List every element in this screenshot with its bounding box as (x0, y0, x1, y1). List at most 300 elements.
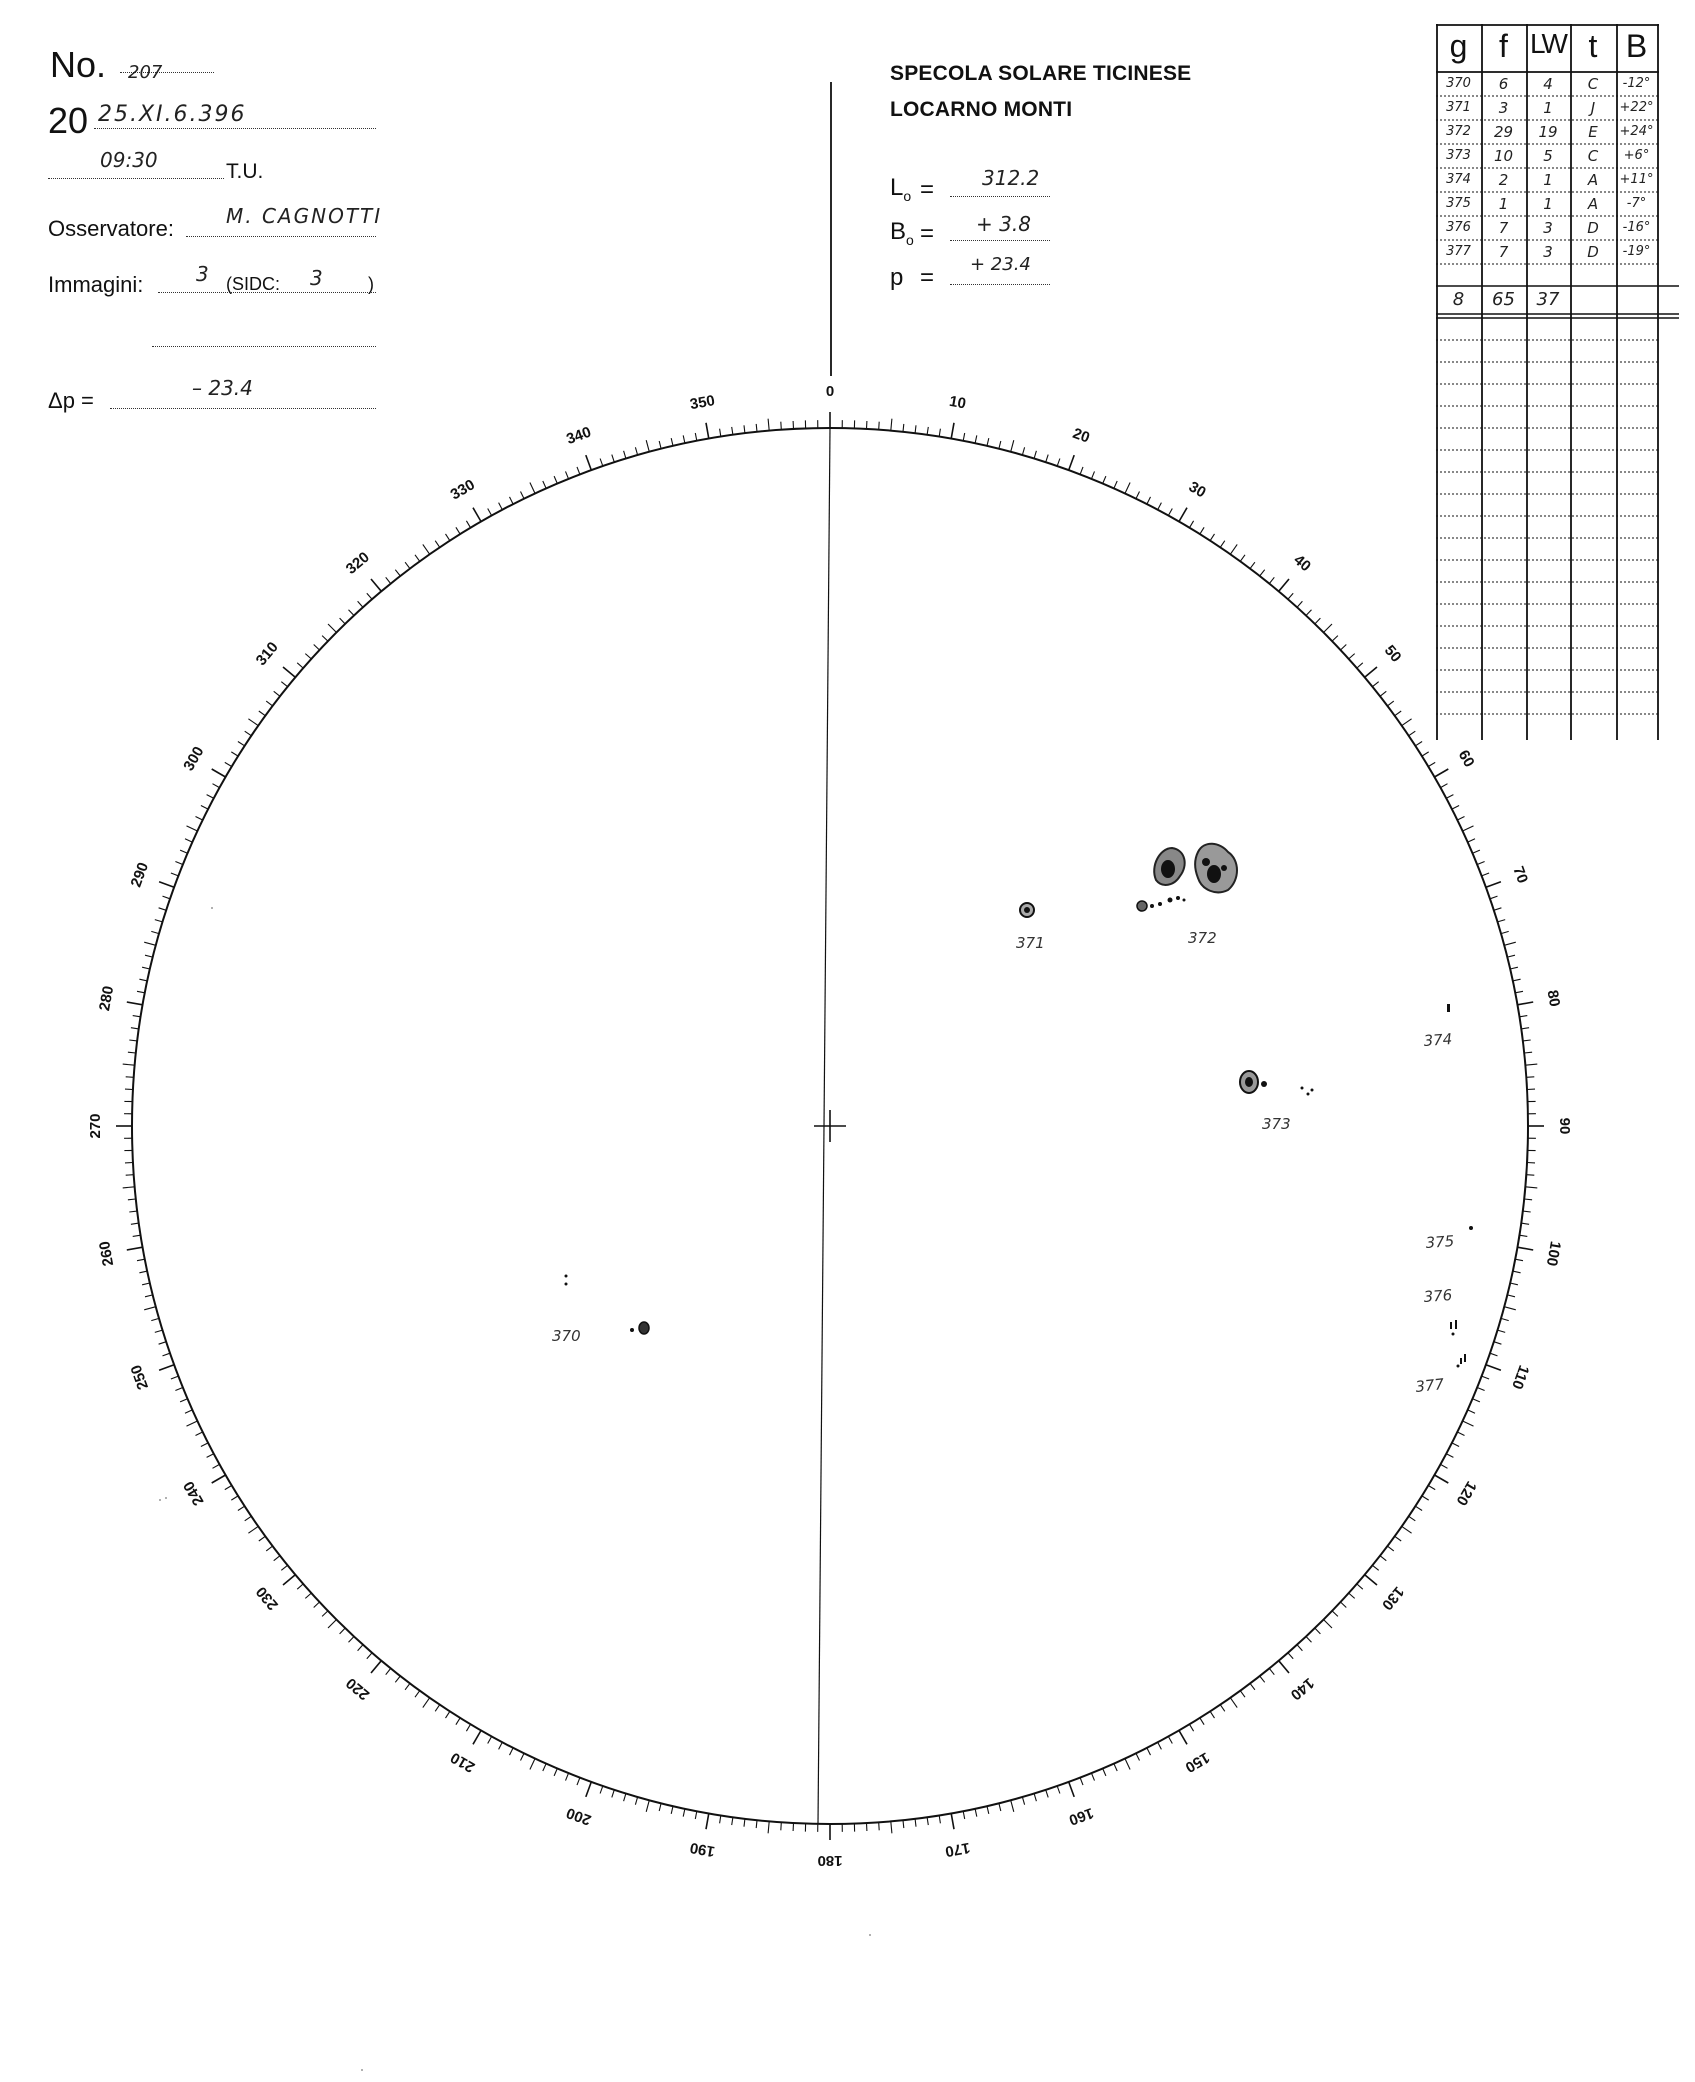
degree-tick (1240, 1691, 1245, 1698)
table-header-b: B (1625, 28, 1648, 64)
degree-tick (975, 1809, 977, 1817)
degree-tick (151, 1318, 159, 1320)
degree-tick (435, 1705, 440, 1712)
degree-tick (1158, 503, 1162, 510)
degree-tick (1011, 1800, 1014, 1812)
table-cell[interactable]: 29 (1493, 123, 1514, 141)
degree-tick (395, 1676, 400, 1682)
degree-tick (1022, 447, 1024, 455)
images-value[interactable]: 3 (196, 262, 209, 286)
degree-tick (139, 1271, 147, 1273)
degree-tick (159, 908, 167, 911)
table-total-cell[interactable]: 8 (1452, 289, 1465, 310)
degree-tick (131, 1223, 139, 1224)
umbra-371 (1024, 907, 1030, 913)
spot-370-a (639, 1322, 649, 1334)
spot-372-e (1137, 901, 1147, 911)
degree-tick (1210, 534, 1214, 541)
degree-tick (1114, 1764, 1117, 1771)
degree-tick (213, 784, 220, 788)
degree-tick (1080, 1778, 1083, 1786)
table-cell[interactable]: 6 (1498, 75, 1509, 93)
degree-tick (231, 752, 238, 756)
spot-377-b (1464, 1354, 1466, 1362)
degree-tick (1315, 618, 1321, 624)
degree-tick (1490, 896, 1498, 899)
degree-tick (1372, 1565, 1378, 1570)
degree-tick (435, 541, 440, 548)
sunspot-summary-table (1436, 24, 1679, 740)
degree-tick (671, 438, 673, 446)
table-cell[interactable]: 7 (1498, 219, 1509, 237)
degree-tick (207, 795, 214, 799)
degree-tick (768, 419, 769, 431)
table-cell[interactable]: A (1587, 171, 1599, 189)
sidc-value[interactable]: 3 (310, 266, 323, 290)
spot-372-h (1168, 898, 1173, 903)
spot-376-b (1455, 1320, 1457, 1329)
time-value[interactable]: 09:30 (100, 148, 158, 172)
table-cell[interactable]: 377 (1446, 244, 1471, 259)
degree-label-260: 260 (96, 1239, 118, 1268)
degree-tick (521, 1753, 525, 1760)
degree-label-320: 320 (342, 548, 373, 578)
degree-tick (554, 1769, 557, 1776)
degree-tick (975, 435, 977, 443)
degree-tick (129, 1211, 137, 1212)
degree-tick (720, 1815, 721, 1823)
degree-tick (1332, 1611, 1338, 1617)
p-label: p (890, 264, 904, 291)
umbra-372-b (1207, 865, 1221, 883)
degree-tick (1306, 1637, 1312, 1643)
degree-tick (196, 1432, 203, 1436)
degree-tick (314, 1602, 320, 1608)
table-cell[interactable]: 372 (1446, 124, 1471, 139)
spot-376-a (1450, 1322, 1452, 1329)
group-labels (552, 929, 1455, 1396)
degree-tick (1507, 955, 1515, 957)
table-cell[interactable]: 3 (1498, 99, 1509, 117)
table-cell[interactable]: 370 (1446, 76, 1471, 91)
degree-tick (159, 1365, 174, 1371)
degree-tick (1515, 1259, 1523, 1261)
degree-tick (201, 1443, 208, 1447)
degree-tick (1230, 1698, 1237, 1708)
degree-tick (1513, 979, 1521, 981)
degree-tick (367, 1653, 372, 1659)
degree-tick (1494, 908, 1502, 911)
observer-label: Osservatore: (48, 216, 174, 241)
degree-tick (1523, 1040, 1531, 1041)
degree-tick (903, 1820, 904, 1828)
spot-375 (1469, 1226, 1473, 1230)
degree-tick (1315, 1628, 1321, 1634)
degree-tick (446, 1711, 450, 1718)
degree-tick (1022, 1797, 1024, 1805)
degree-tick (1387, 701, 1393, 706)
degree-tick (530, 483, 535, 494)
degree-tick (1279, 1661, 1289, 1673)
group-label-370: 370 (552, 1327, 581, 1345)
degree-tick (137, 991, 145, 993)
table-cell[interactable]: 375 (1446, 196, 1471, 211)
group-label-372: 372 (1188, 929, 1217, 947)
spot-373-b (1261, 1081, 1267, 1087)
table-cell[interactable]: +24° (1619, 124, 1654, 139)
degree-tick (488, 509, 492, 516)
l0-value[interactable]: 312.2 (982, 166, 1040, 190)
degree-tick (1190, 1724, 1194, 1731)
degree-tick (126, 1175, 134, 1176)
table-cell[interactable]: D (1587, 219, 1599, 237)
table-cell[interactable]: -12° (1622, 76, 1651, 91)
degree-tick (1452, 1443, 1459, 1447)
degree-tick (915, 425, 916, 433)
degree-tick (171, 873, 179, 876)
observatory-location: LOCARNO MONTI (890, 98, 1073, 121)
degree-tick (245, 1516, 252, 1521)
spot-372-g (1158, 902, 1162, 906)
degree-tick (238, 742, 245, 746)
degree-tick (659, 1803, 661, 1811)
degree-tick (185, 1410, 192, 1413)
degree-tick (473, 1731, 481, 1745)
table-cell[interactable]: +6° (1623, 148, 1650, 163)
degree-tick (1250, 1683, 1255, 1689)
degree-label-210: 210 (447, 1748, 478, 1776)
table-cell[interactable]: -16° (1622, 220, 1651, 235)
observer-value[interactable]: M. CAGNOTTI (226, 204, 383, 228)
sunspot-groups (565, 844, 1474, 1368)
degree-tick (635, 1797, 637, 1805)
degree-tick (577, 467, 580, 475)
degree-tick (1524, 1052, 1532, 1053)
speck (159, 1499, 161, 1501)
table-cell[interactable]: 7 (1498, 243, 1509, 261)
degree-tick (123, 1064, 135, 1065)
degree-tick (1288, 1653, 1293, 1659)
degree-label-230: 230 (252, 1583, 282, 1614)
b0-value[interactable]: + 3.8 (976, 212, 1031, 236)
degree-tick (706, 423, 709, 439)
degree-tick (1357, 663, 1363, 668)
degree-tick (963, 433, 965, 441)
degree-label-170: 170 (943, 1838, 972, 1860)
degree-tick (1103, 476, 1106, 483)
no-label: No. (50, 44, 107, 85)
degree-tick (683, 1809, 685, 1817)
degree-tick (212, 1475, 226, 1483)
degree-tick (1240, 555, 1245, 562)
degree-label-130: 130 (1378, 1583, 1408, 1614)
degree-tick (259, 1536, 266, 1541)
table-cell[interactable]: 371 (1446, 100, 1471, 115)
degree-tick (1415, 1506, 1422, 1510)
degree-tick (123, 1187, 135, 1188)
degree-tick (1297, 1645, 1302, 1651)
degree-tick (1147, 497, 1151, 504)
degree-tick (1477, 1388, 1484, 1391)
degree-label-40: 40 (1290, 551, 1314, 576)
degree-tick (358, 1645, 363, 1651)
table-total-cell[interactable]: 65 (1492, 289, 1515, 310)
degree-tick (1125, 483, 1130, 494)
degree-tick (1200, 527, 1204, 534)
degree-tick (196, 817, 203, 821)
degree-label-240: 240 (180, 1478, 208, 1509)
degree-tick (1525, 1187, 1537, 1188)
degree-tick (1519, 1016, 1527, 1017)
degree-tick (612, 1790, 615, 1798)
degree-tick (744, 1819, 745, 1827)
degree-tick (695, 1811, 697, 1819)
degree-tick (671, 1806, 673, 1814)
spot-370-d (565, 1283, 568, 1286)
degree-label-250: 250 (127, 1362, 153, 1392)
degree-tick (266, 701, 272, 706)
degree-label-20: 20 (1070, 424, 1092, 447)
sunspot-group-377[interactable] (1457, 1354, 1467, 1368)
degree-tick (137, 1259, 145, 1261)
table-cell[interactable]: D (1587, 243, 1599, 261)
degree-tick (1230, 544, 1237, 554)
degree-tick (1463, 1421, 1474, 1426)
degree-tick (939, 429, 940, 437)
degree-tick (1341, 1602, 1347, 1608)
degree-tick (446, 534, 450, 541)
degree-tick (1260, 1676, 1265, 1682)
degree-tick (1524, 1199, 1532, 1200)
l0-equals: = (920, 176, 935, 203)
sunspot-group-371[interactable] (1020, 903, 1034, 917)
table-cell[interactable]: 374 (1446, 172, 1471, 187)
table-cell[interactable]: 1 (1543, 195, 1553, 213)
degree-tick (155, 920, 163, 922)
degree-tick (499, 1742, 503, 1749)
degree-tick (1521, 1028, 1529, 1029)
sunspot-group-370[interactable] (565, 1275, 650, 1335)
table-cell[interactable]: C (1587, 75, 1599, 93)
degree-tick (720, 429, 721, 437)
degree-tick (1463, 826, 1474, 831)
degree-label-140: 140 (1287, 1674, 1318, 1704)
degree-label-280: 280 (96, 984, 118, 1013)
degree-label-80: 80 (1543, 988, 1564, 1009)
table-header-lw: LW (1530, 28, 1566, 59)
table-header-g: g (1449, 28, 1468, 64)
degree-tick (1446, 1454, 1453, 1458)
degree-tick (600, 1786, 603, 1794)
degree-tick (624, 1794, 626, 1802)
degree-tick (1380, 1556, 1386, 1561)
table-cell[interactable]: 3 (1543, 219, 1553, 237)
table-cell[interactable]: A (1587, 195, 1599, 213)
degree-tick (386, 577, 391, 583)
degree-label-190: 190 (688, 1838, 717, 1860)
degree-tick (142, 967, 150, 969)
date-value[interactable]: 25.XI.6.396 (98, 102, 247, 127)
sunspot-group-375[interactable] (1469, 1226, 1473, 1230)
degree-label-200: 200 (564, 1803, 594, 1829)
dp-label: Δp = (48, 388, 94, 413)
table-total-cell[interactable]: 37 (1536, 289, 1560, 310)
degree-tick (145, 1295, 153, 1297)
degree-tick (127, 1247, 143, 1250)
table-cell[interactable]: 376 (1446, 220, 1471, 235)
degree-tick (171, 1376, 179, 1379)
degree-tick (732, 427, 733, 435)
degree-tick (499, 503, 503, 510)
degree-tick (1457, 1432, 1464, 1436)
table-cell[interactable]: C (1587, 147, 1599, 165)
degree-tick (1409, 1516, 1416, 1521)
degree-tick (129, 1040, 137, 1041)
dp-value[interactable]: – 23.4 (192, 376, 253, 400)
p-value[interactable]: + 23.4 (970, 254, 1031, 275)
degree-label-180: 180 (817, 1852, 843, 1870)
table-cell[interactable]: 1 (1498, 195, 1509, 213)
degree-tick (371, 579, 381, 591)
degree-tick (1473, 850, 1480, 853)
images-label: Immagini: (48, 272, 144, 297)
sunspot-group-376[interactable] (1450, 1320, 1457, 1336)
table-cell[interactable]: J (1590, 99, 1596, 117)
degree-tick (133, 1235, 141, 1236)
degree-label-310: 310 (252, 638, 282, 669)
degree-tick (349, 1637, 355, 1643)
table-cell[interactable]: 2 (1498, 171, 1509, 189)
degree-tick (683, 435, 685, 443)
degree-tick (1372, 682, 1378, 687)
degree-tick (456, 527, 460, 534)
disk-center-cross (814, 1110, 846, 1142)
table-cell[interactable]: +11° (1619, 172, 1654, 187)
degree-tick (1415, 742, 1422, 746)
degree-tick (1517, 1247, 1533, 1250)
no-value[interactable]: 207 (128, 62, 163, 83)
degree-tick (297, 1584, 303, 1589)
degree-tick (756, 424, 757, 432)
b0-label: $B_o$ (890, 218, 914, 248)
sunspot-group-373[interactable] (1240, 1071, 1314, 1096)
degree-tick (225, 1486, 232, 1490)
spot-372-f (1150, 904, 1154, 908)
degree-tick (128, 1199, 136, 1200)
degree-tick (879, 1822, 880, 1830)
degree-tick (1490, 1353, 1498, 1356)
degree-tick (185, 839, 192, 842)
table-cell[interactable]: 1 (1543, 99, 1553, 117)
degree-label-120: 120 (1452, 1478, 1480, 1509)
degree-tick (543, 1764, 546, 1771)
table-cell[interactable]: +22° (1619, 100, 1654, 115)
table-header-t: t (1588, 28, 1598, 64)
degree-label-10: 10 (947, 392, 968, 413)
degree-tick (423, 1698, 430, 1708)
degree-tick (456, 1718, 460, 1725)
degree-label-300: 300 (180, 743, 208, 774)
degree-tick (126, 1077, 134, 1078)
degree-tick (1220, 541, 1225, 548)
degree-tick (1510, 967, 1518, 969)
degree-tick (695, 433, 697, 441)
spot-373-e (1311, 1089, 1314, 1092)
degree-tick (1526, 1077, 1534, 1078)
degree-tick (1441, 1464, 1448, 1468)
degree-tick (405, 562, 410, 568)
speck (869, 1934, 871, 1936)
degree-tick (1069, 455, 1075, 470)
degree-tick (659, 441, 661, 449)
table-cell[interactable]: E (1588, 123, 1598, 141)
table-cell[interactable]: 19 (1538, 123, 1558, 141)
degree-tick (1486, 882, 1501, 888)
degree-tick (213, 1464, 220, 1468)
degree-tick (732, 1817, 733, 1825)
table-cell[interactable]: -19° (1622, 244, 1651, 259)
degree-tick (367, 593, 372, 599)
degree-tick (781, 1822, 782, 1830)
degree-tick (1422, 1496, 1429, 1500)
table-cell[interactable]: 373 (1446, 148, 1471, 163)
sunspot-group-372[interactable] (1137, 844, 1237, 911)
degree-tick (624, 451, 626, 459)
degree-tick (951, 423, 954, 439)
degree-tick (1136, 492, 1140, 499)
table-cell[interactable]: -7° (1626, 196, 1647, 211)
degree-tick (510, 497, 514, 504)
degree-tick (1034, 451, 1036, 459)
degree-tick (768, 1821, 769, 1833)
degree-tick (1494, 1342, 1502, 1345)
degree-tick (274, 1556, 280, 1561)
degree-tick (1380, 691, 1386, 696)
degree-tick (1501, 1318, 1509, 1320)
umbra-373 (1245, 1077, 1253, 1087)
degree-label-70: 70 (1509, 864, 1532, 886)
sunspot-group-374[interactable] (1447, 1004, 1450, 1012)
table-cell[interactable]: 3 (1543, 243, 1553, 261)
degree-tick (1507, 1295, 1515, 1297)
table-cell[interactable]: 5 (1543, 147, 1553, 165)
table-cell[interactable]: 4 (1543, 75, 1553, 93)
degree-tick (646, 440, 649, 452)
degree-tick (180, 1399, 187, 1402)
degree-tick (1147, 1748, 1151, 1755)
degree-tick (225, 762, 232, 766)
degree-tick (1435, 1475, 1449, 1483)
degree-tick (155, 1330, 163, 1332)
degree-tick (1365, 667, 1377, 677)
degree-tick (1521, 1223, 1529, 1224)
degree-tick (586, 455, 592, 470)
degree-tick (1103, 1769, 1106, 1776)
table-cell[interactable]: 10 (1493, 147, 1514, 165)
degree-tick (163, 896, 171, 899)
degree-tick (163, 1353, 171, 1356)
degree-label-350: 350 (688, 392, 717, 414)
degree-label-50: 50 (1380, 642, 1405, 666)
degree-tick (646, 1800, 649, 1812)
spot-374 (1447, 1004, 1450, 1012)
degree-tick (1452, 806, 1459, 810)
degree-tick (1349, 1593, 1355, 1598)
degree-tick (1210, 1711, 1214, 1718)
table-cell[interactable]: 1 (1543, 171, 1553, 189)
degree-tick (340, 618, 346, 624)
time-unit: T.U. (226, 160, 264, 183)
